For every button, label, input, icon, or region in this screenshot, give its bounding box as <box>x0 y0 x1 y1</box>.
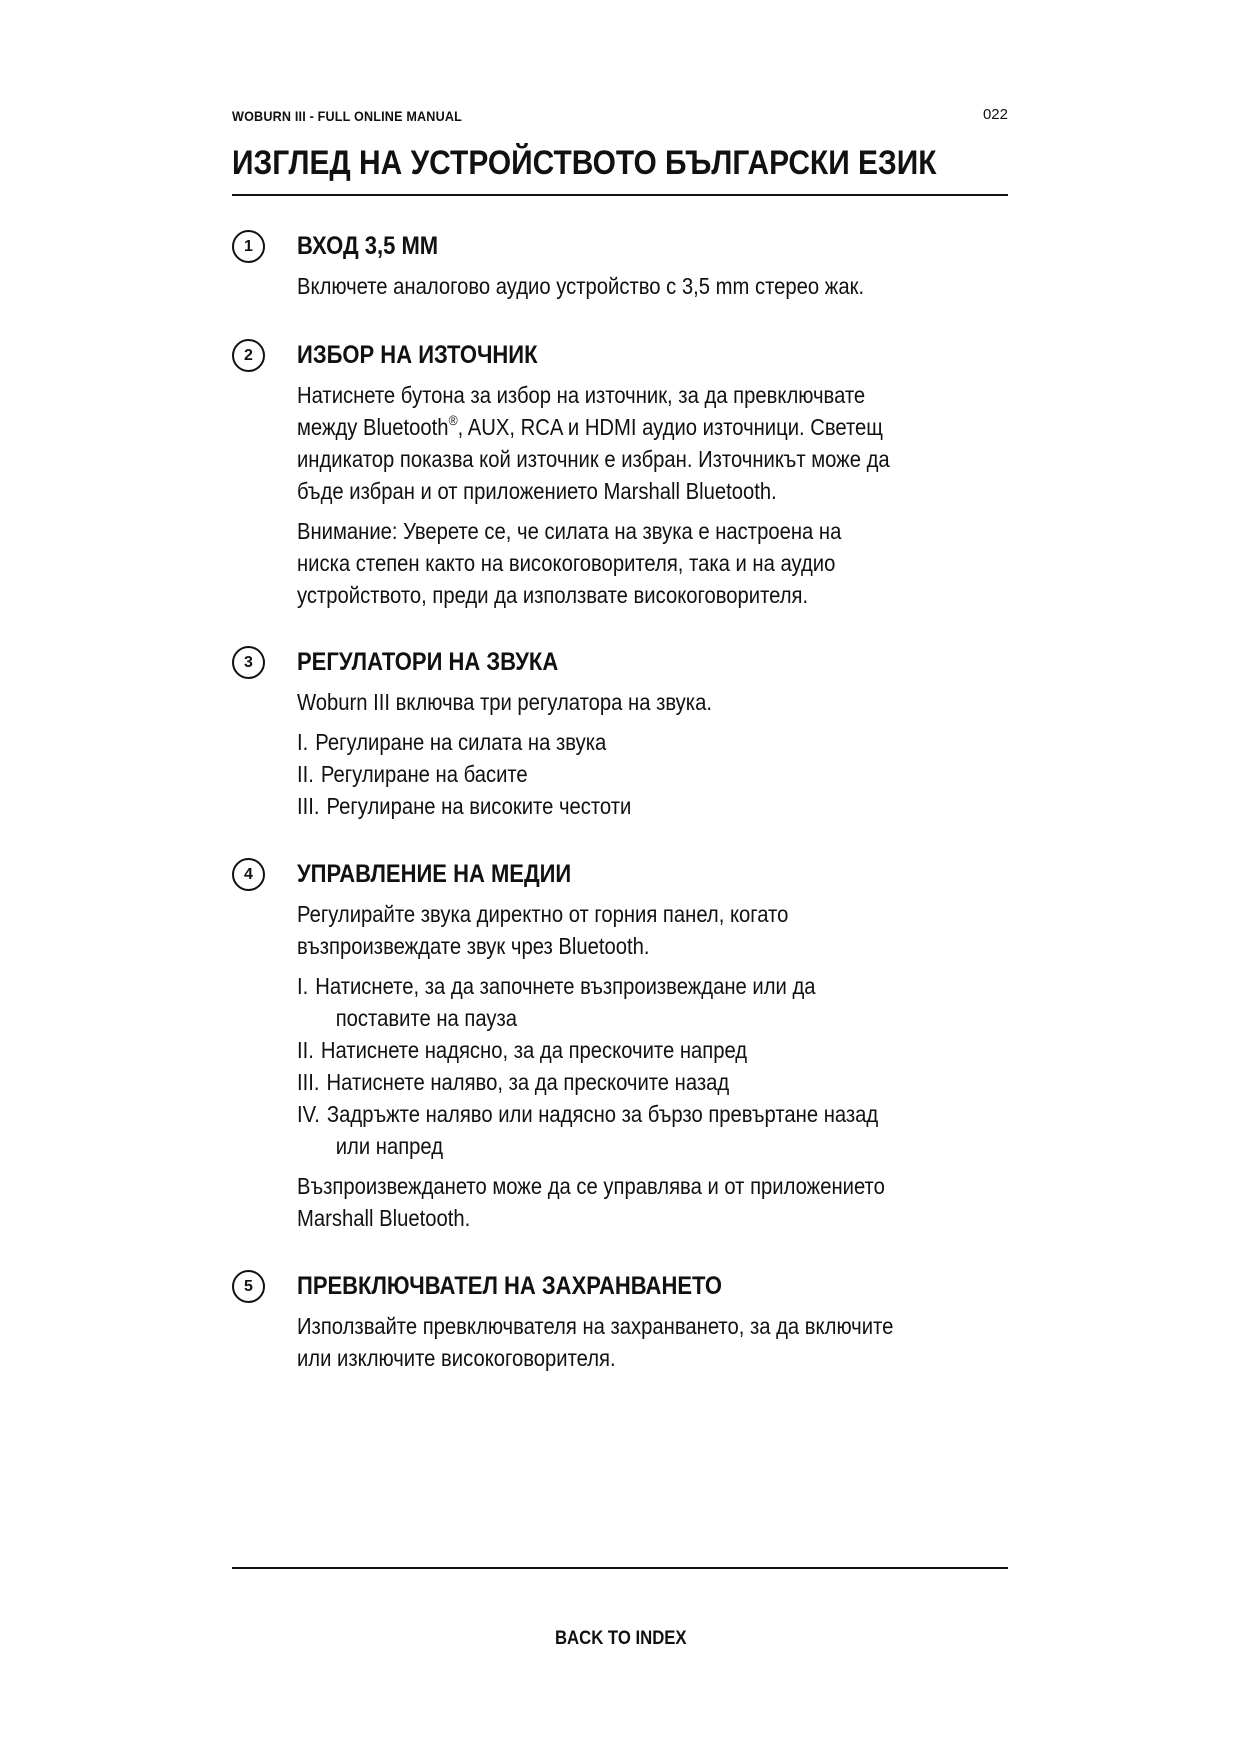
list-item: III. Регулиране на високите честоти <box>297 793 632 819</box>
section-heading: ПРЕВКЛЮЧВАТЕЛ НА ЗАХРАНВАНЕТО <box>297 1272 723 1300</box>
list-item: I. Натиснете, за да започнете възпроизвеждане или да поставите на пауза <box>297 973 816 1031</box>
section-text: Включете аналогово аудио устройство с 3,5 mm стерео жак. <box>297 273 865 299</box>
caution-note: Внимание: Уверете се, че силата на звука е настроена на ниска степен както на високоговорителя, така и на аудио устройството, преди да използвате високоговорителя. <box>297 518 842 608</box>
media-actions-list <box>297 970 1057 1162</box>
section-heading: ВХОД 3,5 ММ <box>297 232 439 260</box>
footer-divider <box>232 1567 1008 1569</box>
section-number-badge: 5 <box>232 1270 265 1303</box>
section-number-badge: 3 <box>232 646 265 679</box>
list-item: II. Регулиране на басите <box>297 761 528 787</box>
page-number: 022 <box>982 106 1008 123</box>
page-title: ИЗГЛЕД НА УСТРОЙСТВОТО БЪЛГАРСКИ ЕЗИК <box>232 144 937 182</box>
section-text: Натиснете бутона за избор на източник, за да превключвате между Bluetooth®, AUX, RCA и HDMI аудио източници. Светещ индикатор показва кой източник е избран. Източникът може да бъде избран и от приложението Marshall Bluetooth. <box>297 382 890 504</box>
section-heading: ИЗБОР НА ИЗТОЧНИК <box>297 341 538 369</box>
section-number-badge: 1 <box>232 230 265 263</box>
section-heading: РЕГУЛАТОРИ НА ЗВУКА <box>297 648 559 676</box>
section-number-badge: 4 <box>232 858 265 891</box>
registered-mark: ® <box>448 412 458 428</box>
list-item: III. Натиснете наляво, за да прескочите назад <box>297 1069 730 1095</box>
back-to-index-link[interactable]: BACK TO INDEX <box>554 1628 687 1649</box>
list-item: IV. Задръжте наляво или надясно за бързо превъртане назад или напред <box>297 1101 879 1159</box>
title-divider <box>232 194 1008 196</box>
controls-list <box>297 726 1057 822</box>
section-text: Регулирайте звука директно от горния панел, когато възпроизвеждате звук чрез Bluetooth. <box>297 901 789 959</box>
section-heading: УПРАВЛЕНИЕ НА МЕДИИ <box>297 860 572 888</box>
list-item: I. Регулиране на силата на звука <box>297 729 607 755</box>
section-text: Възпроизвеждането може да се управлява и от приложението Marshall Bluetooth. <box>297 1173 885 1231</box>
section-number-badge: 2 <box>232 339 265 372</box>
list-item: II. Натиснете надясно, за да прескочите напред <box>297 1037 748 1063</box>
running-header: WOBURN III - FULL ONLINE MANUAL <box>232 108 463 124</box>
section-text: Woburn III включва три регулатора на звука. <box>297 689 712 715</box>
section-text: Използвайте превключвателя на захранването, за да включите или изключите високоговорителя. <box>297 1313 894 1371</box>
